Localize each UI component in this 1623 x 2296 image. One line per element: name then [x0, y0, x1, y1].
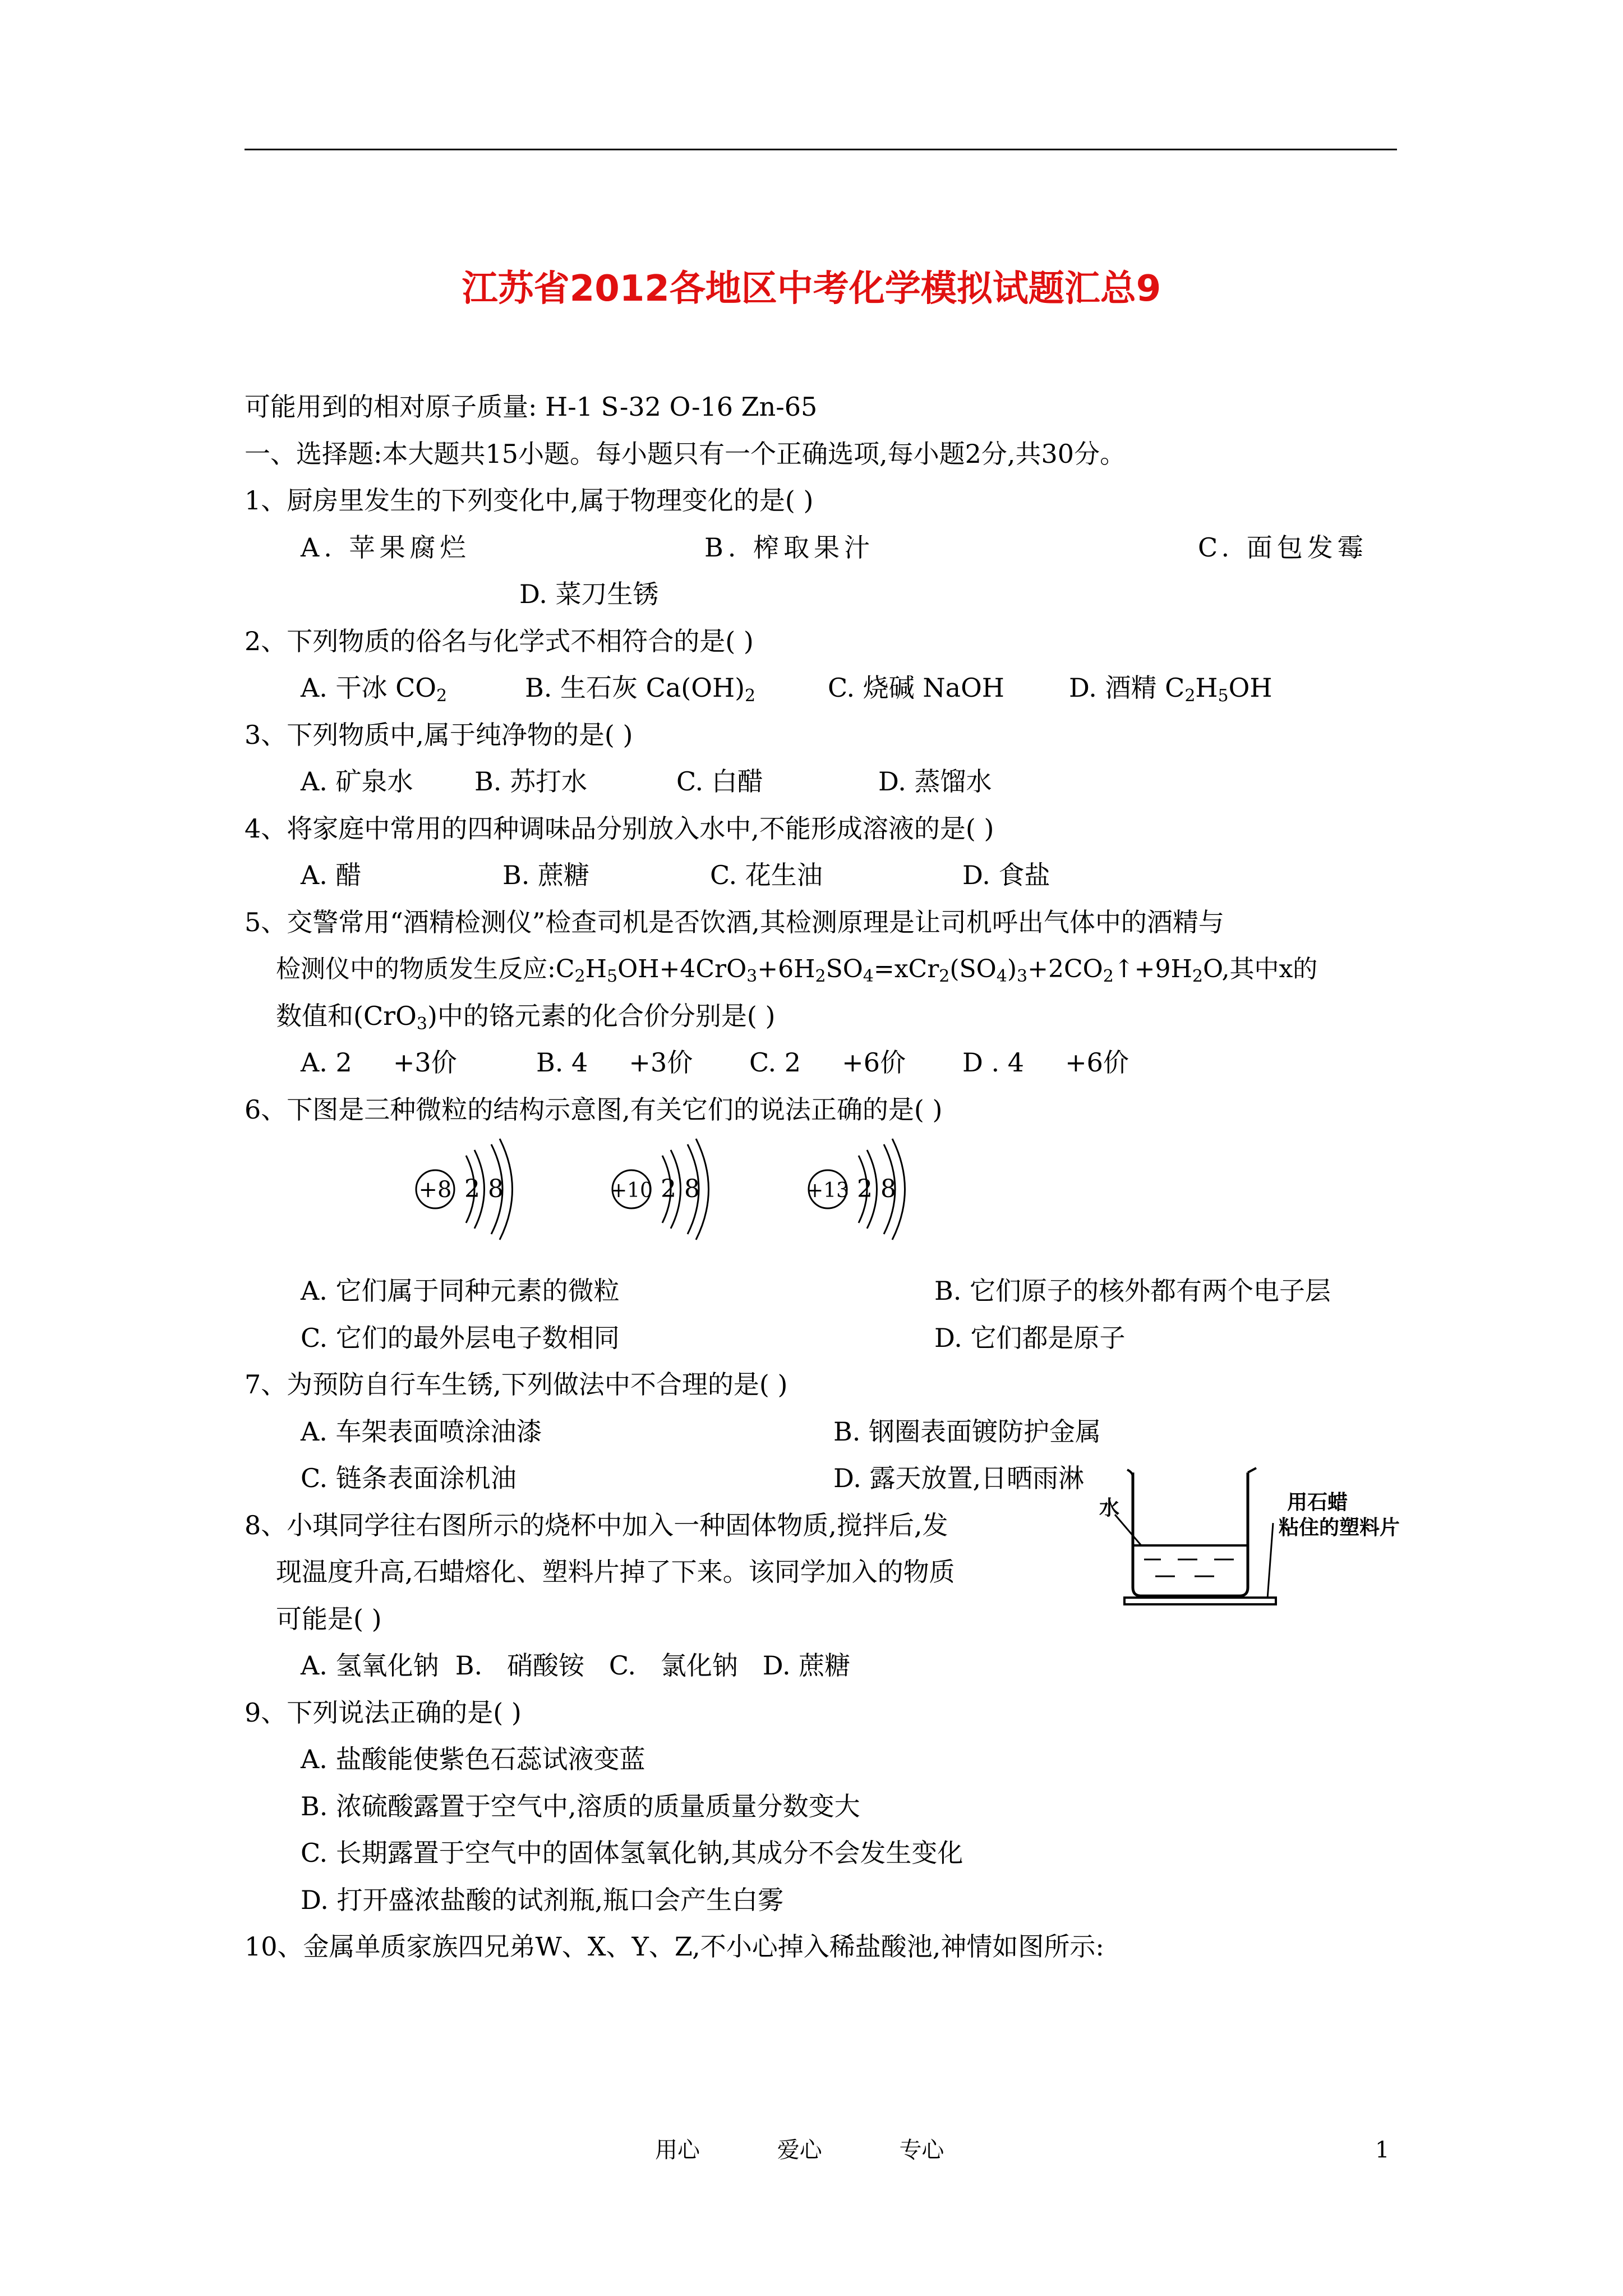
question-5-line-3: 数值和(CrO$_3$)中的铬元素的化合价分别是( ) — [276, 1000, 776, 1034]
question-4-option-d: D. 食盐 — [962, 860, 1050, 890]
question-8-line-3: 可能是( ) — [276, 1603, 382, 1634]
question-1-option-c: C. 面包发霉 — [1198, 532, 1368, 563]
question-5-option-d: D . 4 +6价 — [962, 1047, 1129, 1078]
question-5-line-1: 5、交警常用“酒精检测仪”检查司机是否饮酒,其检测原理是让司机呼出气体中的酒精与 — [245, 907, 1224, 937]
question-3-option-c: C. 白醋 — [676, 766, 763, 797]
section-heading: 一、选择题:本大题共15小题。每小题只有一个正确选项,每小题2分,共30分。 — [245, 438, 1126, 469]
question-9-option-a: A. 盐酸能使紫色石蕊试液变蓝 — [301, 1744, 645, 1774]
question-2-stem: 2、下列物质的俗名与化学式不相符合的是( ) — [245, 625, 754, 656]
question-2-option-b: B. 生石灰 $Ca(OH)_2$ — [525, 673, 756, 706]
question-8-line-1: 8、小琪同学往右图所示的烧杯中加入一种固体物质,搅拌后,发 — [245, 1510, 948, 1540]
question-4-option-c: C. 花生油 — [710, 860, 823, 890]
atom-structure-diagrams — [245, 1133, 1400, 1268]
atom-diagram-3 — [805, 1139, 906, 1277]
footer-motto-2: 爱心 — [777, 2137, 822, 2163]
question-9-option-d: D. 打开盛浓盐酸的试剂瓶,瓶口会产生白雾 — [301, 1884, 784, 1915]
question-6-options-row-1 — [245, 1268, 1400, 1315]
question-1-options-row-2 — [245, 571, 1400, 618]
question-5-option-c: C. 2 +6价 — [749, 1047, 906, 1078]
question-6-option-a: A. 它们属于同种元素的微粒 — [301, 1276, 620, 1306]
question-2-option-c: C. 烧碱 NaOH — [828, 673, 1004, 703]
atom-3-nucleus: +13 — [806, 1179, 849, 1202]
question-9-option-b: B. 浓硫酸露置于空气中,溶质的质量质量分数变大 — [301, 1791, 860, 1821]
question-10-stem: 10、金属单质家族四兄弟W、X、Y、Z,不小心掉入稀盐酸池,神情如图所示: — [245, 1931, 1104, 1962]
question-3-option-a: A. 矿泉水 — [301, 766, 413, 797]
atom-2-nucleus: +10 — [610, 1179, 653, 1202]
question-4-stem: 4、将家庭中常用的四种调味品分别放入水中,不能形成溶液的是( ) — [245, 813, 994, 844]
question-1-option-b: B. 榨取果汁 — [704, 532, 875, 563]
question-7-options-row-1 — [245, 1409, 1400, 1456]
question-9-stem: 9、下列说法正确的是( ) — [245, 1697, 522, 1728]
question-6-option-d: D. 它们都是原子 — [934, 1322, 1126, 1353]
header-rule — [245, 149, 1397, 150]
document-title: 江苏省2012各地区中考化学模拟试题汇总9 — [462, 268, 1161, 310]
question-7-option-d: D. 露天放置,日晒雨淋 — [833, 1463, 1085, 1493]
question-7-stem: 7、为预防自行车生锈,下列做法中不合理的是( ) — [245, 1369, 788, 1400]
question-7-option-b: B. 钢圈表面镀防护金属 — [833, 1416, 1101, 1447]
question-5-options-row — [245, 1039, 1400, 1087]
question-3-stem: 3、下列物质中,属于纯净物的是( ) — [245, 719, 633, 750]
question-7-option-c: C. 链条表面涂机油 — [301, 1463, 517, 1493]
beaker-figure — [1099, 1461, 1413, 1615]
question-6-options-row-2 — [245, 1315, 1400, 1362]
question-3-option-d: D. 蒸馏水 — [878, 766, 992, 797]
atomic-masses-line: 可能用到的相对原子质量: H-1 S-32 O-16 Zn-65 — [245, 392, 818, 422]
question-5-line-2: 检测仪中的物质发生反应$:C_2H_5OH+4CrO_3+6H_2SO_4=xCr_2(SO_4)_3+2CO_2↑+9H_2O$,其中x的 — [276, 955, 1318, 986]
footer-motto-3: 专心 — [899, 2137, 944, 2163]
atom-2-shells: 2 8 — [661, 1175, 700, 1203]
question-4-options-row — [245, 852, 1400, 899]
question-9-option-c: C. 长期露置于空气中的固体氢氧化钠,其成分不会发生变化 — [301, 1838, 963, 1868]
exam-content — [245, 384, 1400, 1971]
atom-3-shells: 2 8 — [857, 1175, 896, 1203]
atom-diagram-2 — [609, 1139, 710, 1277]
question-6-option-c: C. 它们的最外层电子数相同 — [301, 1322, 620, 1353]
question-5-option-a: A. 2 +3价 — [301, 1047, 457, 1078]
footer-motto-1: 用心 — [655, 2137, 700, 2163]
question-5-option-b: B. 4 +3价 — [536, 1047, 693, 1078]
page-number: 1 — [1375, 2137, 1390, 2163]
atom-diagram-1 — [413, 1139, 514, 1277]
question-2-option-d: D. 酒精 $C_2H_5OH$ — [1069, 673, 1272, 706]
question-6-option-b: B. 它们原子的核外都有两个电子层 — [934, 1276, 1331, 1306]
question-4-option-a: A. 醋 — [301, 860, 362, 890]
question-3-options-row — [245, 758, 1400, 806]
question-8-line-2: 现温度升高,石蜡熔化、塑料片掉了下来。该同学加入的物质 — [276, 1557, 955, 1587]
question-4-option-b: B. 蔗糖 — [502, 860, 590, 890]
question-2-options-row — [245, 665, 1400, 712]
question-6-stem: 6、下图是三种微粒的结构示意图,有关它们的说法正确的是( ) — [245, 1094, 943, 1125]
question-1-stem: 1、厨房里发生的下列变化中,属于物理变化的是( ) — [245, 485, 814, 516]
question-8-options: A. 氢氧化钠 B. 硝酸铵 C. 氯化钠 D. 蔗糖 — [301, 1650, 851, 1681]
question-1-option-a: A. 苹果腐烂 — [301, 532, 471, 563]
beaker-plate-label-1: 用石蜡 — [1287, 1491, 1348, 1514]
question-1-options-row — [245, 524, 1400, 572]
question-7-option-a: A. 车架表面喷涂油漆 — [301, 1416, 542, 1447]
question-3-option-b: B. 苏打水 — [474, 766, 588, 797]
atom-1-shells: 2 8 — [464, 1175, 504, 1203]
question-1-option-d: D. 菜刀生锈 — [519, 579, 659, 609]
atom-1-nucleus: +8 — [418, 1177, 452, 1203]
beaker-plate-label-2: 粘住的塑料片 — [1279, 1516, 1400, 1539]
beaker-water-label: 水 — [1099, 1497, 1120, 1520]
footer-motto — [655, 2133, 1014, 2167]
question-2-option-a: A. 干冰 $CO_2$ — [301, 673, 448, 706]
